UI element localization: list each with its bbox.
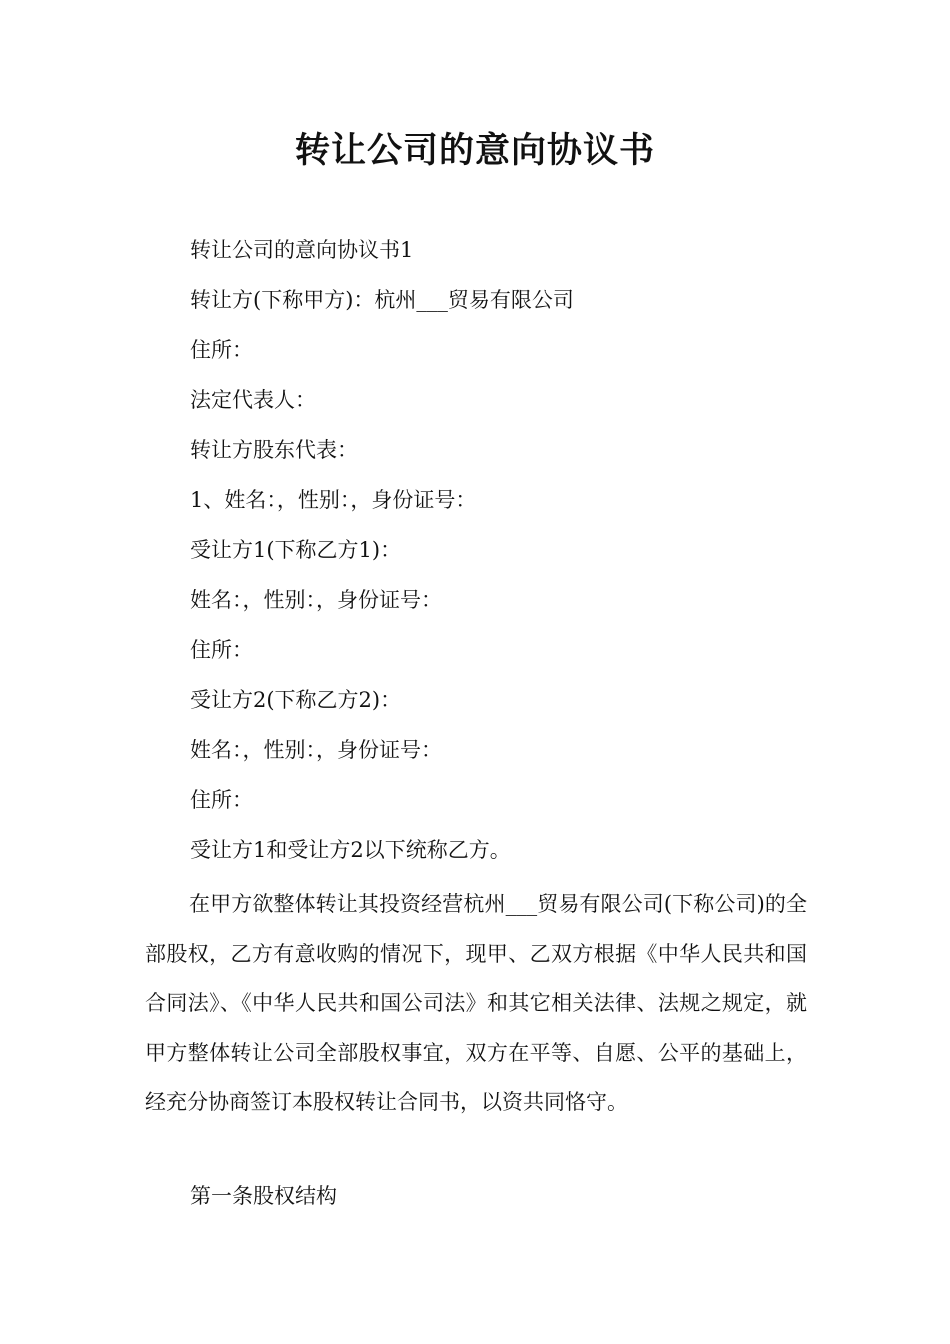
preamble-paragraph: 在甲方欲整体转让其投资经营杭州___贸易有限公司(下称公司)的全部股权，乙方有意收购的情况下，现甲、乙双方根据《中华人民共和国合同法》、《中华人民共和国公司法》和其它相关法律、法规之规定，就甲方整体转让公司全部股权事宜，双方在平等、自愿、公平的基础上，经充分协商签订本股权转让合同书，以资共同恪守。 bbox=[145, 892, 807, 1115]
shareholder-info-line: 1、姓名：，性别：，身份证号： bbox=[190, 488, 477, 512]
transferee-2-line: 受让方2(下称乙方2)： bbox=[190, 688, 402, 712]
legal-representative-line: 法定代表人： bbox=[190, 388, 316, 412]
transferor-address-line: 住所： bbox=[190, 338, 253, 362]
section-heading: 第一条股权结构 bbox=[190, 1184, 337, 1208]
subtitle-line: 转让公司的意向协议书1 bbox=[190, 238, 414, 262]
transferee-1-address-line: 住所： bbox=[190, 638, 253, 662]
transferor-line: 转让方(下称甲方)：杭州___贸易有限公司 bbox=[190, 288, 574, 312]
transferee-2-address-line: 住所： bbox=[190, 788, 253, 812]
transferee-2-info-line: 姓名：，性别：，身份证号： bbox=[190, 738, 442, 762]
transferee-1-info-line: 姓名：，性别：，身份证号： bbox=[190, 588, 442, 612]
collective-party-line: 受让方1和受让方2以下统称乙方。 bbox=[190, 838, 511, 862]
shareholder-representative-line: 转让方股东代表： bbox=[190, 438, 358, 462]
document-title: 转让公司的意向协议书 bbox=[294, 131, 655, 171]
transferee-1-line: 受让方1(下称乙方1)： bbox=[190, 538, 402, 562]
